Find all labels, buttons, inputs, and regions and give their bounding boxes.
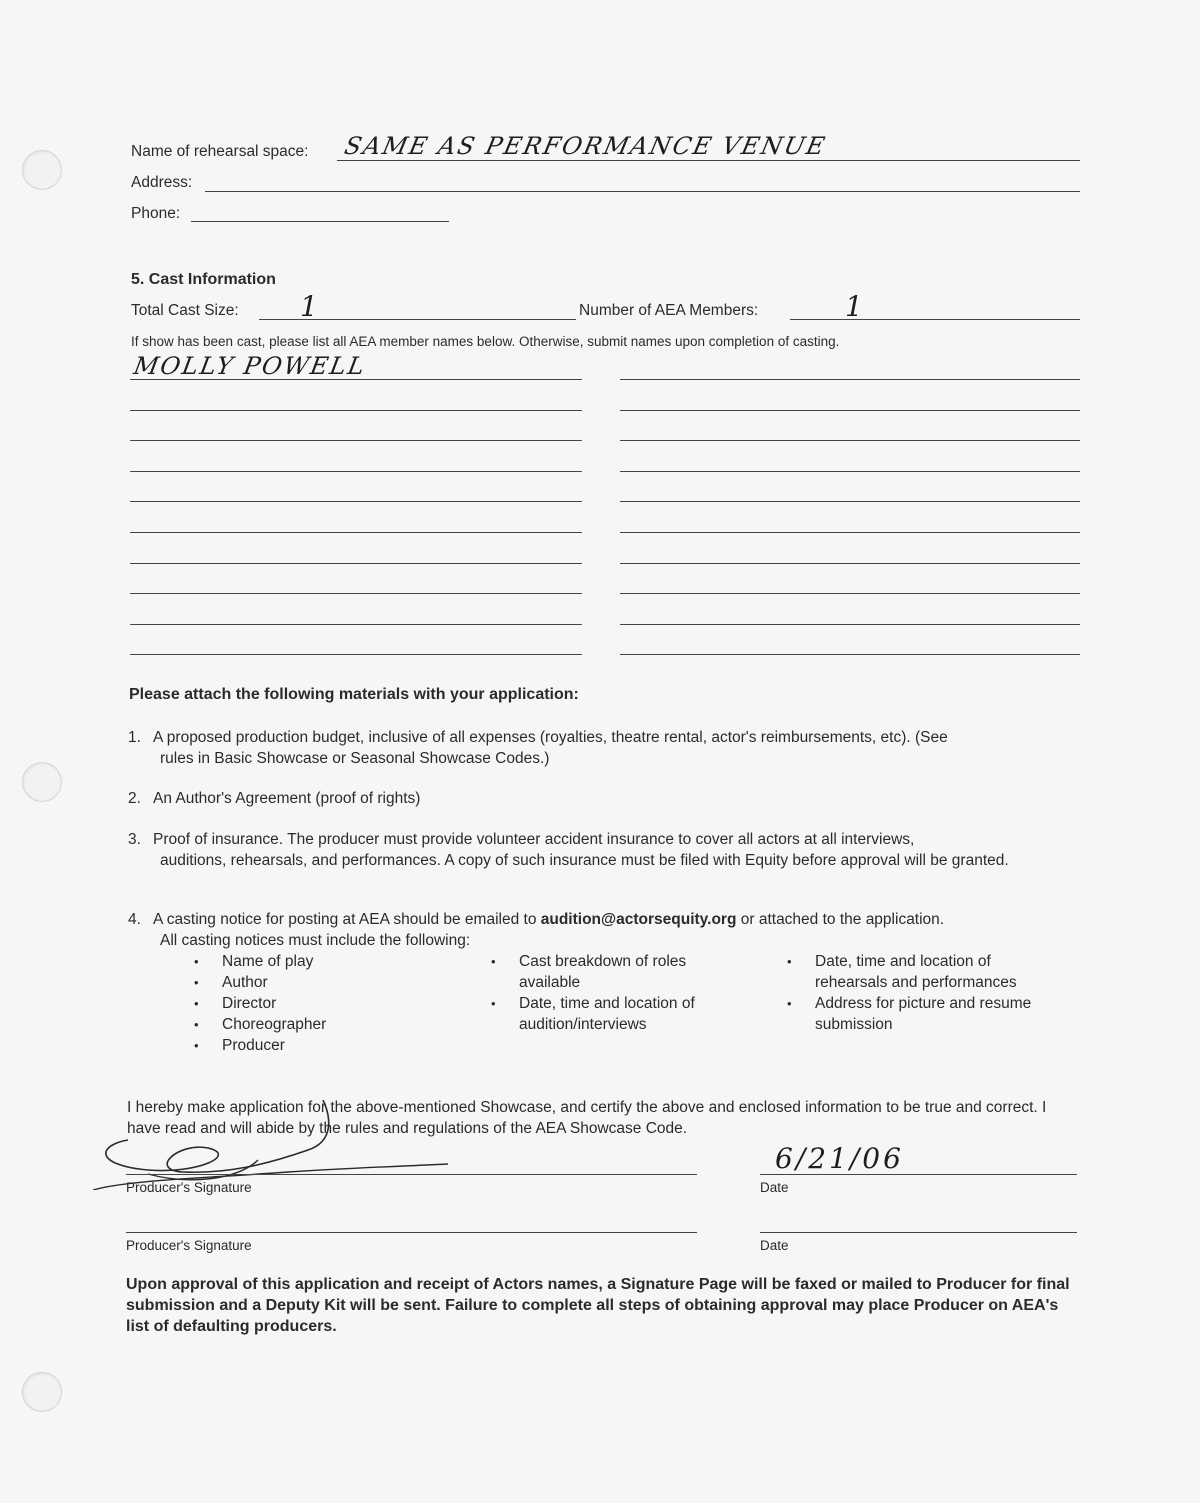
bullet-column-2 [487, 951, 742, 1035]
member-name-line[interactable] [130, 532, 582, 533]
signature-label-1: Producer's Signature [126, 1180, 252, 1195]
bullet-item: • Date, time and location of rehearsals and performances [783, 951, 1038, 993]
member-name-line[interactable] [620, 593, 1080, 594]
member-name-line[interactable] [620, 471, 1080, 472]
bullet-column-3 [783, 951, 1038, 1035]
signature-line-1[interactable] [126, 1174, 697, 1175]
member-name-line[interactable] [130, 563, 582, 564]
rehearsal-name-value[interactable]: SAME AS PERFORMANCE VENUE [342, 132, 830, 160]
material-item-1 [128, 728, 1073, 769]
date-label-1: Date [760, 1180, 789, 1195]
punch-hole-middle [22, 762, 62, 802]
material-item-2-number: 2. [128, 790, 141, 807]
member-name-1[interactable]: MOLLY POWELL [131, 352, 369, 380]
member-name-line[interactable] [130, 593, 582, 594]
member-name-line[interactable] [130, 410, 582, 411]
material-item-3 [128, 830, 1073, 871]
aea-members-value[interactable]: 1 [845, 290, 865, 323]
rehearsal-phone-label: Phone: [131, 205, 181, 222]
total-cast-value[interactable]: 1 [300, 290, 320, 323]
material-item-3-number: 3. [128, 831, 141, 848]
member-name-line[interactable] [620, 624, 1080, 625]
total-cast-label: Total Cast Size: [131, 302, 239, 319]
casting-email-link[interactable]: audition@actorsequity.org [540, 911, 737, 928]
punch-hole-bottom [22, 1372, 62, 1412]
date-line-2[interactable] [760, 1232, 1077, 1233]
rehearsal-name-label: Name of rehearsal space: [131, 143, 309, 160]
bullet-item: • Date, time and location of audition/interviews [487, 993, 742, 1035]
member-name-line[interactable] [620, 563, 1080, 564]
bullet-item: • Producer [190, 1035, 440, 1056]
bullet-item: • Director [190, 993, 440, 1014]
signature-label-2: Producer's Signature [126, 1238, 252, 1253]
bullet-item: • Address for picture and resume submission [783, 993, 1038, 1035]
producer-signature-image [88, 1100, 508, 1190]
rehearsal-name-line [337, 160, 1080, 161]
cast-section-title: 5. Cast Information [131, 271, 276, 288]
material-item-2-text: An Author's Agreement (proof of rights) [153, 790, 421, 807]
date-label-2: Date [760, 1238, 789, 1253]
member-name-line[interactable] [620, 410, 1080, 411]
member-name-line[interactable] [130, 471, 582, 472]
material-item-3-cont: auditions, rehearsals, and performances. A copy of such insurance must be filed with Equity before approval will be granted. [160, 851, 1009, 869]
member-name-line[interactable] [620, 532, 1080, 533]
member-name-line[interactable] [130, 440, 582, 441]
member-name-line[interactable] [620, 654, 1080, 655]
material-item-4 [128, 910, 1073, 951]
material-item-4-text-after: or attached to the application. [736, 911, 945, 928]
signature-line-2[interactable] [126, 1232, 697, 1233]
material-item-4-number: 4. [128, 911, 141, 928]
rehearsal-address-label: Address: [131, 174, 193, 191]
approval-notice: Upon approval of this application and receipt of Actors names, a Signature Page will be faxed or mailed to Producer for final submission and a Deputy Kit will be sent. Failure to complete all steps of obtaining approval may place Producer on AEA's list of defaulting producers. [126, 1276, 1070, 1335]
member-name-line[interactable] [620, 379, 1080, 380]
material-item-1-text: A proposed production budget, inclusive of all expenses (royalties, theatre rental, actor's reimbursements, etc). (See [153, 729, 948, 746]
aea-members-label: Number of AEA Members: [579, 302, 759, 319]
aea-members-line [790, 319, 1080, 320]
material-item-4-cont: All casting notices must include the following: [160, 931, 471, 949]
material-item-3-text: Proof of insurance. The producer must provide volunteer accident insurance to cover all actors at all interviews, [153, 831, 915, 848]
bullet-item: • Name of play [190, 951, 440, 972]
certification-text: I hereby make application for the above-mentioned Showcase, and certify the above and enclosed information to be true and correct. I have read and will abide by the rules and regulations of the AEA Showcase Code. [127, 1099, 1047, 1137]
material-item-1-cont: rules in Basic Showcase or Seasonal Showcase Codes.) [160, 749, 550, 767]
material-item-4-text-before: A casting notice for posting at AEA should be emailed to [153, 911, 541, 928]
bullet-item: • Cast breakdown of roles available [487, 951, 742, 993]
member-name-line[interactable] [620, 501, 1080, 502]
member-name-line[interactable] [130, 624, 582, 625]
rehearsal-address-line[interactable] [205, 191, 1080, 192]
bullet-item: • Author [190, 972, 440, 993]
member-name-line[interactable] [130, 501, 582, 502]
punch-hole-top [22, 150, 62, 190]
material-item-1-number: 1. [128, 729, 141, 746]
material-item-2 [128, 789, 1073, 810]
member-name-line[interactable] [130, 654, 582, 655]
date-value-1[interactable]: 6/21/06 [775, 1142, 904, 1175]
bullet-column-1 [190, 951, 440, 1056]
cast-instructions: If show has been cast, please list all AEA member names below. Otherwise, submit names upon completion of casting. [131, 334, 840, 349]
rehearsal-phone-line[interactable] [191, 221, 449, 222]
member-name-line[interactable] [620, 440, 1080, 441]
materials-heading: Please attach the following materials with your application: [129, 686, 579, 703]
bullet-item: • Choreographer [190, 1014, 440, 1035]
